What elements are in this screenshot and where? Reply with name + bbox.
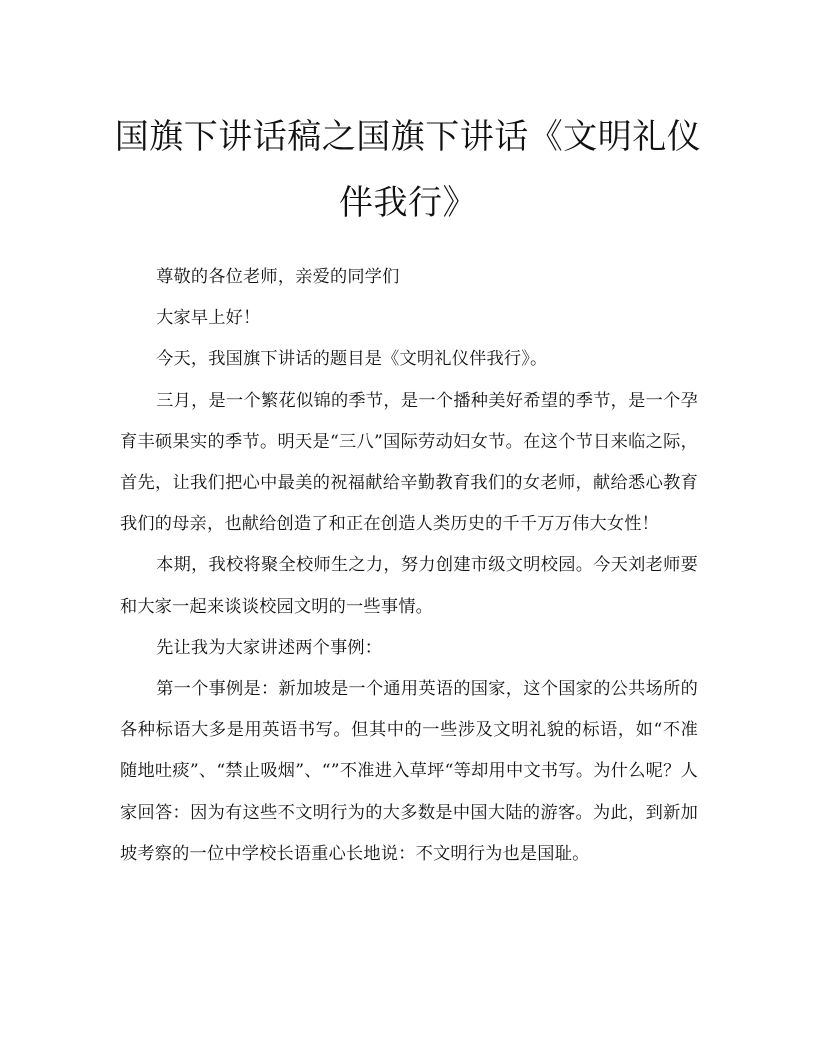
greeting-paragraph: 尊敬的各位老师，亲爱的同学们	[156, 267, 400, 287]
topic-paragraph: 今天，我国旗下讲话的题目是《文明礼仪伴我行》。	[156, 349, 548, 370]
document-body	[120, 257, 698, 875]
examples-intro-paragraph: 先让我为大家讲述两个事例：	[156, 637, 383, 658]
first-example-paragraph: 第一个事例是：新加坡是一个通用英语的国家，这个国家的公共场所的各种标语大多是用英语书写。但其中的一些涉及文明礼貌的标语，如“不准随地吐痰”、“禁止吸烟”、“”不准进入草坪“等却用中文书写。为什么呢？人家回答：因为有这些不文明行为的大多数是中国大陆的游客。为此，到新加坡考察的一位中学校长语重心长地说：不文明行为也是国耻。	[120, 679, 698, 864]
womens-day-paragraph: 三月，是一个繁花似锦的季节，是一个播种美好希望的季节，是一个孕育丰硕果实的季节。明天是“三八”国际劳动妇女节。在这个节日来临之际，首先，让我们把心中最美的祝福献给辛勤教育我们的女老师，献给悉心教育我们的母亲，也献给创造了和正在创造人类历史的千千万万伟大女性！	[120, 390, 698, 535]
salutation-paragraph: 大家早上好！	[156, 308, 261, 329]
document-title: 国旗下讲话稿之国旗下讲话《文明礼仪伴我行》	[114, 117, 702, 223]
campus-paragraph: 本期，我校将聚全校师生之力，努力创建市级文明校园。今天刘老师要和大家一起来谈谈校园文明的一些事情。	[120, 555, 698, 617]
